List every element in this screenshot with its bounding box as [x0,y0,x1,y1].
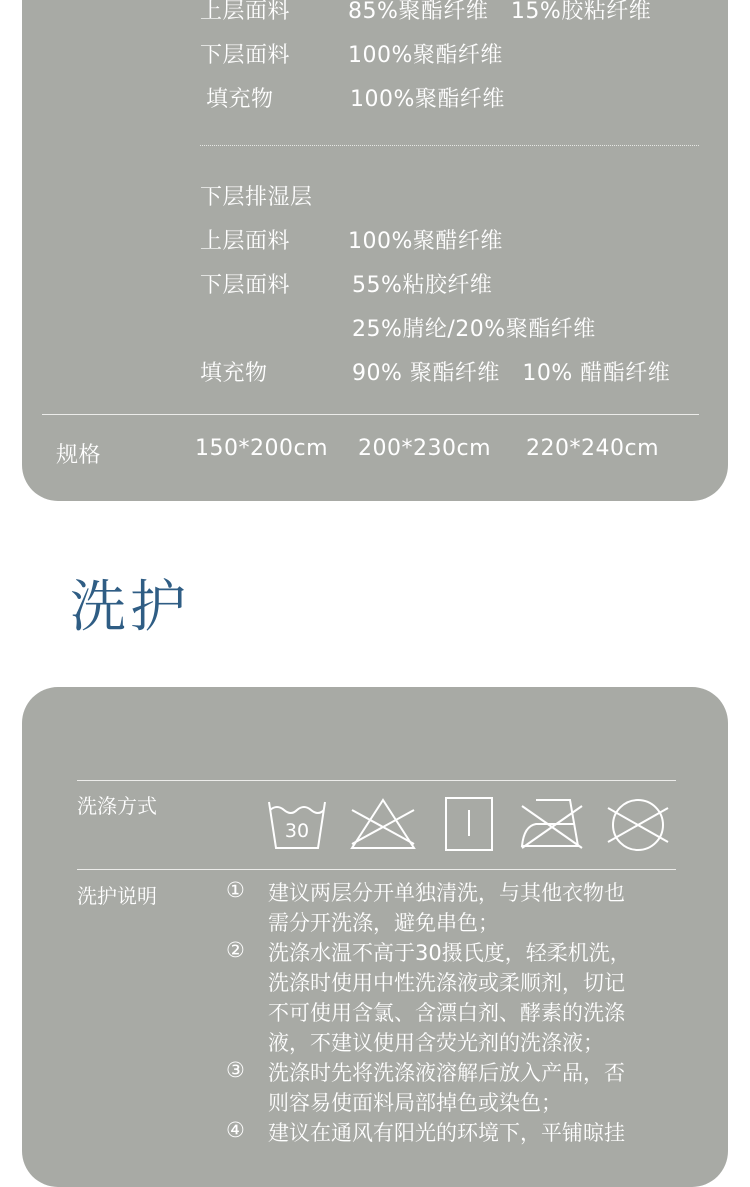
no-bleach-icon [348,796,418,854]
care-note [268,1058,688,1118]
care-note [268,938,688,1058]
care-note [268,878,688,938]
divider [200,145,699,146]
note-line: 洗涤水温不高于30摄氏度，轻柔机洗， [268,941,631,965]
size-value: 200*230cm [358,436,492,461]
note-number: ① [226,878,245,902]
note-line: 需分开洗涤，避免串色； [268,911,499,935]
spec-value: 100%聚酯纤维 [348,43,503,68]
care-notes-label: 洗护说明 [77,884,157,908]
divider [42,414,699,415]
no-dry-clean-icon [604,796,672,854]
drip-dry-icon [444,796,494,852]
spec-label: 填充物 [200,361,268,386]
spec-value: 90% 聚酯纤维 10% 醋酯纤维 [352,361,671,386]
wash-30-icon [266,796,328,854]
spec-label: 上层面料 [200,0,291,24]
care-heading: 洗护 [70,575,190,640]
section-title: 下层排湿层 [200,185,313,210]
size-label: 规格 [56,443,102,468]
wash-temp-text: 30 [284,820,310,842]
note-line: 洗涤时使用中性洗涤液或柔顺剂，切记 [268,971,625,995]
spec-value: 100%聚酯纤维 [350,87,505,112]
spec-value: 55%粘胶纤维 [352,273,493,298]
care-note [268,1118,688,1148]
note-number: ④ [226,1118,245,1142]
note-number: ② [226,938,245,962]
note-line: 洗涤时先将洗涤液溶解后放入产品，否 [268,1061,625,1085]
divider [77,869,676,870]
note-line: 不可使用含氯、含漂白剂、酵素的洗涤 [268,1001,625,1025]
size-value: 150*200cm [195,436,329,461]
spec-label: 填充物 [206,87,274,112]
spec-value: 85%聚酯纤维 15%胶粘纤维 [348,0,652,24]
spec-label: 下层面料 [200,273,291,298]
spec-label: 上层面料 [200,229,291,254]
divider [77,780,676,781]
spec-label: 下层面料 [200,43,291,68]
wash-method-label: 洗涤方式 [77,794,157,818]
note-line: 建议在通风有阳光的环境下，平铺晾挂 [268,1121,625,1145]
note-line: 建议两层分开单独清洗，与其他衣物也 [268,881,625,905]
spec-value: 100%聚醋纤维 [348,229,503,254]
no-iron-icon [516,796,586,854]
note-number: ③ [226,1058,245,1082]
note-line: 则容易使面料局部掉色或染色； [268,1091,562,1115]
note-line: 液，不建议使用含荧光剂的洗涤液； [268,1031,604,1055]
spec-value: 25%腈纶/20%聚酯纤维 [352,317,596,342]
size-value: 220*240cm [526,436,660,461]
